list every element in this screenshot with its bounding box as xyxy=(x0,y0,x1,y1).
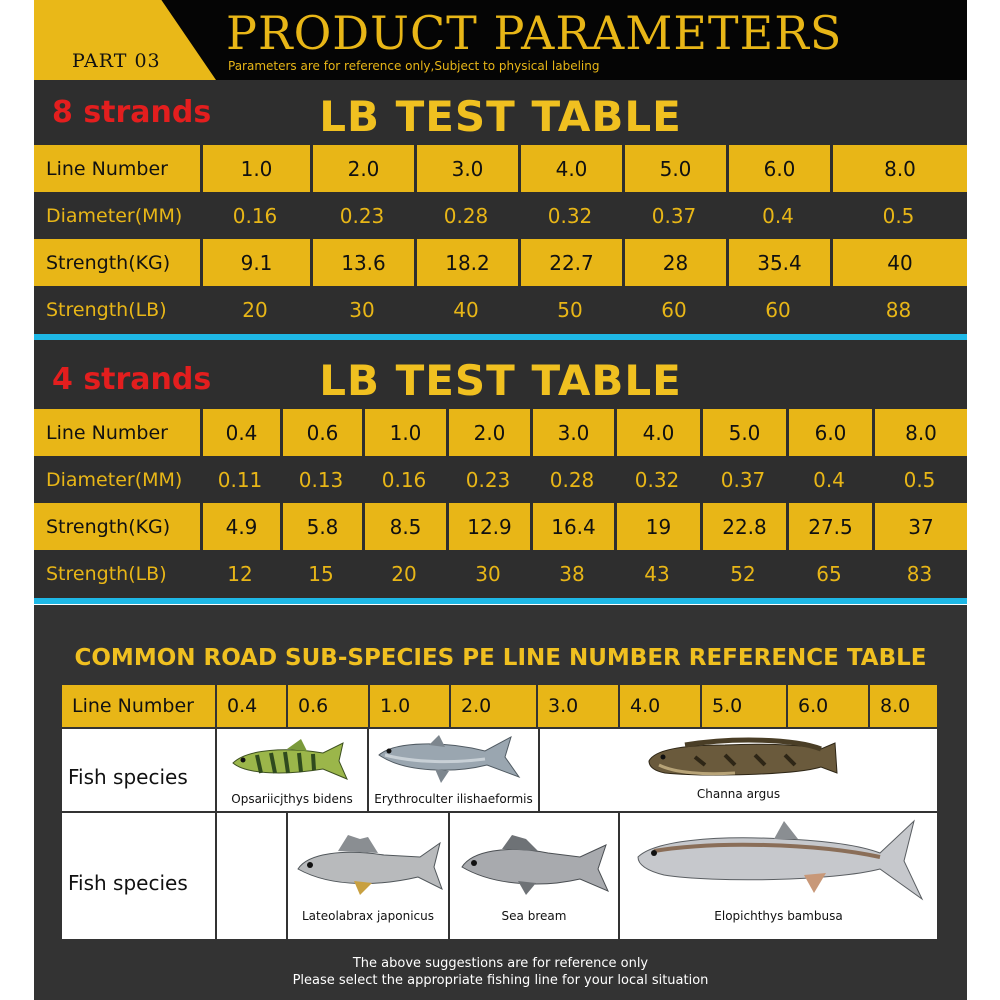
table-cell: 9.1 xyxy=(200,239,310,286)
four-strand-section xyxy=(34,340,967,598)
table-cell: 28 xyxy=(622,239,726,286)
lb-test-table-4 xyxy=(34,409,967,597)
table-cell: 52 xyxy=(700,550,786,597)
table-row xyxy=(34,409,967,456)
footer-line-1: The above suggestions are for reference only xyxy=(352,956,649,971)
table-cell: 40 xyxy=(414,286,518,333)
fish-caption: Erythroculter ilishaeformis xyxy=(374,792,533,806)
reference-line-number: 8.0 xyxy=(868,685,937,727)
table-cell: 0.28 xyxy=(530,456,614,503)
table-cell: 6.0 xyxy=(726,145,830,192)
table-cell: 16.4 xyxy=(530,503,614,550)
table-cell: 0.28 xyxy=(414,192,518,239)
table-cell: 0.6 xyxy=(280,409,362,456)
reference-line-number: 2.0 xyxy=(449,685,536,727)
reference-section xyxy=(34,605,967,1000)
table-cell: 0.4 xyxy=(200,409,280,456)
strand-label: 8 strands xyxy=(52,95,212,130)
reference-title: COMMON ROAD SUB-SPECIES PE LINE NUMBER REFERENCE TABLE xyxy=(74,645,927,671)
table-cell: 6.0 xyxy=(786,409,872,456)
table-cell: 0.16 xyxy=(200,192,310,239)
eight-strand-section xyxy=(34,80,967,335)
table-row xyxy=(34,192,967,239)
table-cell: 35.4 xyxy=(726,239,830,286)
fish-caption: Elopichthys bambusa xyxy=(714,909,843,923)
fish-cell-erythroculter xyxy=(369,729,538,811)
reference-line-number: 0.4 xyxy=(215,685,286,727)
table-cell: 12 xyxy=(200,550,280,597)
table-cell: 60 xyxy=(622,286,726,333)
table-cell: 5.0 xyxy=(700,409,786,456)
table-cell: 20 xyxy=(200,286,310,333)
elopichthys-fish-image xyxy=(634,817,926,903)
table-cell: 8.0 xyxy=(872,409,967,456)
footer-line-2: Please select the appropriate fishing line for your local situation xyxy=(292,973,709,988)
table-cell: 0.11 xyxy=(200,456,280,503)
opsariichthys-fish-image xyxy=(227,735,355,783)
table-cell: 15 xyxy=(280,550,362,597)
table-cell: 83 xyxy=(872,550,967,597)
table-cell: 43 xyxy=(614,550,700,597)
row-header: Strength(KG) xyxy=(34,503,200,550)
reference-line-number: 3.0 xyxy=(536,685,618,727)
channa-fish-image xyxy=(645,733,840,783)
row-header: Strength(LB) xyxy=(34,286,200,333)
table-cell: 5.8 xyxy=(280,503,362,550)
fish-row-label: Fish species xyxy=(68,871,188,895)
fish-cell-empty xyxy=(217,813,286,939)
seabream-fish-image xyxy=(456,833,612,899)
table-cell: 65 xyxy=(786,550,872,597)
table-row xyxy=(34,239,967,286)
table-cell: 0.32 xyxy=(518,192,622,239)
strand-label: 4 strands xyxy=(52,362,212,397)
table-row xyxy=(34,145,967,192)
fish-cell-elopichthys xyxy=(620,813,937,939)
table-cell: 0.23 xyxy=(310,192,414,239)
fish-cell-channa xyxy=(540,729,937,811)
section-title: LB TEST TABLE xyxy=(319,92,682,141)
reference-line-number: 1.0 xyxy=(368,685,449,727)
table-cell: 1.0 xyxy=(362,409,446,456)
table-row xyxy=(34,456,967,503)
table-cell: 19 xyxy=(614,503,700,550)
table-cell: 0.37 xyxy=(700,456,786,503)
reference-footer xyxy=(34,955,967,989)
table-cell: 1.0 xyxy=(200,145,310,192)
table-cell: 0.5 xyxy=(830,192,967,239)
table-cell: 60 xyxy=(726,286,830,333)
reference-line-number: 0.6 xyxy=(286,685,368,727)
fish-caption: Sea bream xyxy=(501,909,567,923)
table-cell: 0.4 xyxy=(726,192,830,239)
fish-row-label-cell xyxy=(62,729,215,811)
table-cell: 4.9 xyxy=(200,503,280,550)
table-cell: 4.0 xyxy=(614,409,700,456)
reference-line-number: 6.0 xyxy=(786,685,868,727)
table-cell: 5.0 xyxy=(622,145,726,192)
table-cell: 13.6 xyxy=(310,239,414,286)
reference-header-label: Line Number xyxy=(72,695,194,717)
page-subtitle: Parameters are for reference only,Subject to physical labeling xyxy=(228,59,600,73)
row-header: Strength(KG) xyxy=(34,239,200,286)
table-cell: 2.0 xyxy=(446,409,530,456)
table-cell: 20 xyxy=(362,550,446,597)
fish-cell-seabream xyxy=(450,813,618,939)
lb-test-table-8 xyxy=(34,145,967,333)
table-cell: 88 xyxy=(830,286,967,333)
table-row xyxy=(34,503,967,550)
reference-header-row xyxy=(62,685,937,727)
fish-caption: Lateolabrax japonicus xyxy=(301,909,435,923)
table-cell: 0.4 xyxy=(786,456,872,503)
table-cell: 3.0 xyxy=(414,145,518,192)
table-cell: 50 xyxy=(518,286,622,333)
erythroculter-fish-image xyxy=(375,733,525,789)
page-title: PRODUCT PARAMETERS xyxy=(226,6,843,60)
table-cell: 4.0 xyxy=(518,145,622,192)
table-cell: 18.2 xyxy=(414,239,518,286)
fish-row-label-cell xyxy=(62,813,215,939)
table-cell: 22.8 xyxy=(700,503,786,550)
table-cell: 3.0 xyxy=(530,409,614,456)
fish-caption: Opsariicjthys bidens xyxy=(231,792,353,806)
lateolabrax-fish-image xyxy=(294,833,444,899)
row-header: Diameter(MM) xyxy=(34,456,200,503)
table-cell: 30 xyxy=(310,286,414,333)
table-row xyxy=(34,286,967,333)
table-cell: 22.7 xyxy=(518,239,622,286)
table-cell: 8.0 xyxy=(830,145,967,192)
reference-line-number: 4.0 xyxy=(618,685,700,727)
part-label: PART 03 xyxy=(72,50,161,72)
table-cell: 38 xyxy=(530,550,614,597)
row-header: Strength(LB) xyxy=(34,550,200,597)
fish-caption: Channa argus xyxy=(696,787,781,801)
table-cell: 8.5 xyxy=(362,503,446,550)
table-cell: 0.13 xyxy=(280,456,362,503)
table-cell: 0.32 xyxy=(614,456,700,503)
reference-line-number: 5.0 xyxy=(700,685,786,727)
section-divider xyxy=(34,598,967,604)
table-cell: 30 xyxy=(446,550,530,597)
table-cell: 37 xyxy=(872,503,967,550)
table-cell: 0.16 xyxy=(362,456,446,503)
fish-row-label: Fish species xyxy=(68,765,188,789)
table-cell: 2.0 xyxy=(310,145,414,192)
table-row xyxy=(34,550,967,597)
fish-row-2 xyxy=(62,813,937,939)
fish-cell-lateolabrax xyxy=(288,813,448,939)
row-header: Diameter(MM) xyxy=(34,192,200,239)
table-cell: 12.9 xyxy=(446,503,530,550)
table-cell: 0.37 xyxy=(622,192,726,239)
section-title: LB TEST TABLE xyxy=(319,356,682,405)
table-cell: 0.23 xyxy=(446,456,530,503)
fish-cell-opsariichthys xyxy=(217,729,367,811)
table-cell: 40 xyxy=(830,239,967,286)
table-cell: 0.5 xyxy=(872,456,967,503)
row-header: Line Number xyxy=(34,145,200,192)
fish-row-1 xyxy=(62,729,937,811)
table-cell: 27.5 xyxy=(786,503,872,550)
row-header: Line Number xyxy=(34,409,200,456)
